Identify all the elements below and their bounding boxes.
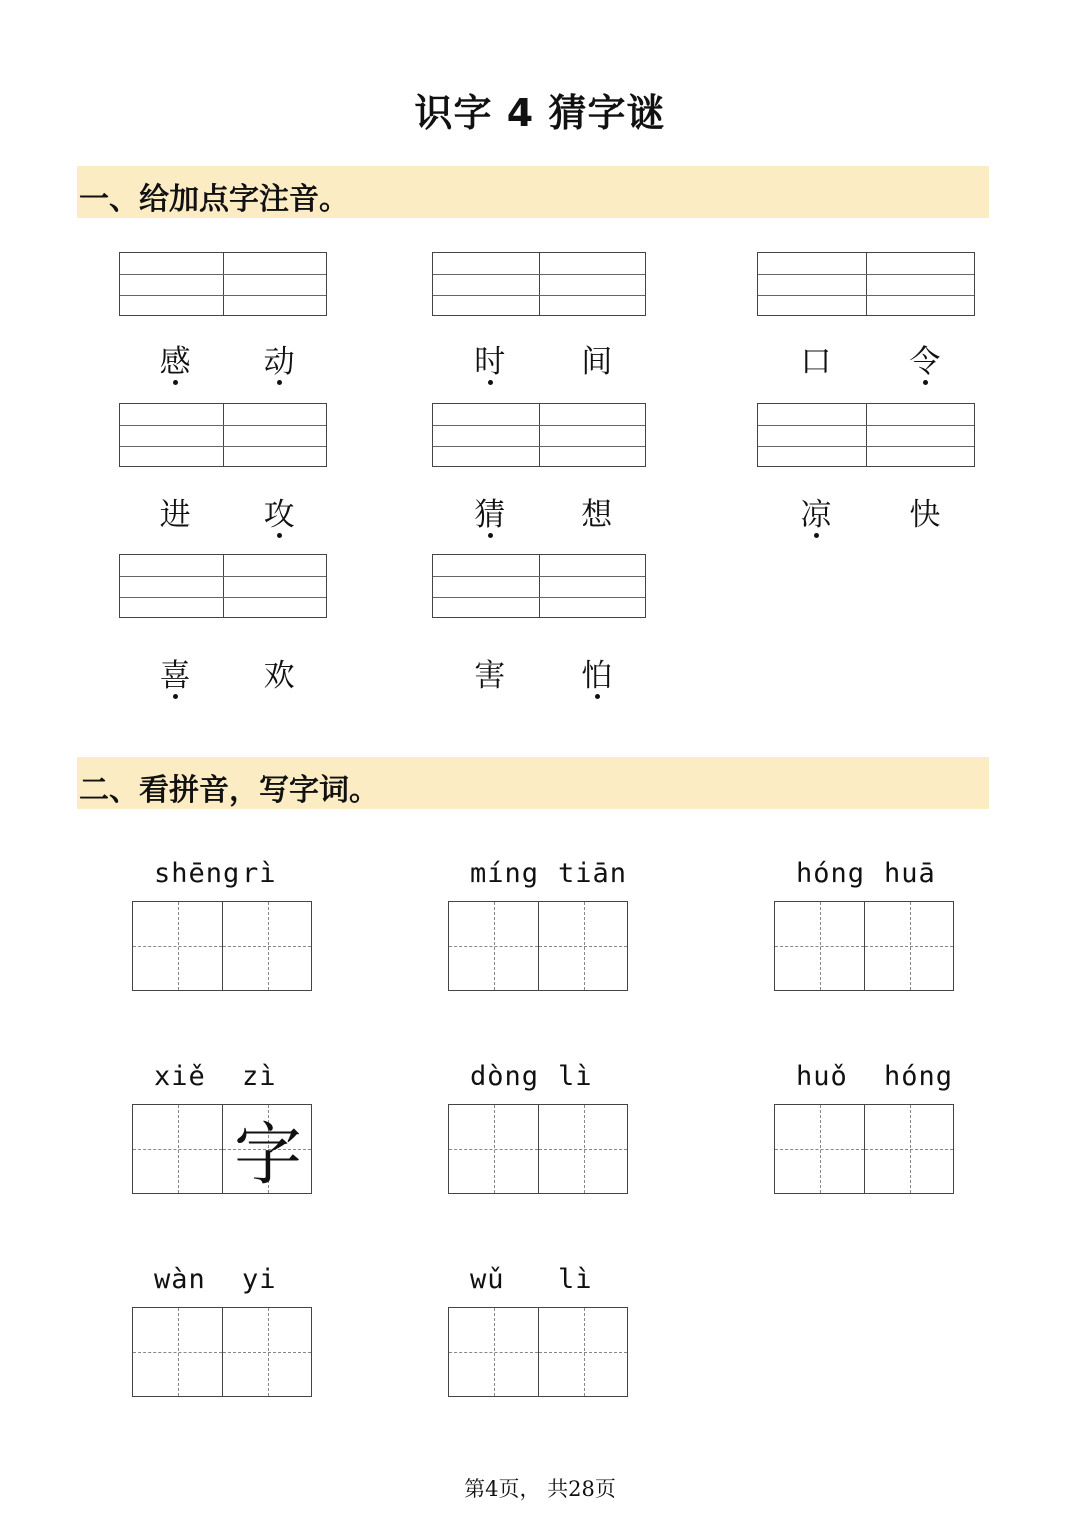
character-writing-grid[interactable] [774,1104,954,1194]
pinyin-label: lì [558,1264,593,1295]
pinyin-label: wàn [154,1264,206,1295]
pinyin-answer-box[interactable] [119,554,327,618]
pinyin-label: wǔ [470,1264,505,1295]
page-title: 识字 4 猜字谜 [414,91,666,135]
emphasis-dot [595,694,600,699]
pinyin-label: huǒ [796,1061,848,1092]
word-character: 攻 [259,489,299,534]
pinyin-label: rì [242,858,277,889]
pinyin-answer-box[interactable] [432,252,646,316]
word-character: 害 [474,658,506,694]
pinyin-label: dòng [470,1061,540,1092]
pinyin-answer-box[interactable] [119,403,327,467]
pinyin-answer-box[interactable] [757,252,975,316]
emphasis-dot [488,380,493,385]
word-character: 猜 [470,489,510,534]
word-character: 快 [909,497,941,533]
pinyin-label: xiě [154,1061,206,1092]
word-character: 进 [159,497,191,533]
example-character: 字 [233,1115,302,1195]
word-character: 动 [259,336,299,381]
word-character: 间 [581,344,613,380]
word-character: 时 [470,336,510,381]
character-writing-grid[interactable] [132,901,312,991]
grid-cell[interactable] [864,1105,953,1193]
grid-cell[interactable] [775,902,864,990]
grid-cell[interactable] [538,1308,627,1396]
grid-cell[interactable] [133,902,222,990]
character-writing-grid[interactable] [132,1104,312,1194]
word-character: 怕 [577,650,617,695]
word-character: 凉 [796,489,836,534]
grid-cell[interactable] [222,902,311,990]
word-character: 欢 [263,658,295,694]
emphasis-dot [277,380,282,385]
character-writing-grid[interactable] [132,1307,312,1397]
emphasis-dot [923,380,928,385]
character-writing-grid[interactable] [448,1104,628,1194]
character-writing-grid[interactable] [448,901,628,991]
pinyin-label: yi [242,1264,277,1295]
grid-cell[interactable] [222,1308,311,1396]
pinyin-answer-box[interactable] [757,403,975,467]
pinyin-label: míng [470,858,540,889]
grid-cell[interactable] [449,1308,538,1396]
pinyin-label: shēng [154,858,241,889]
grid-cell[interactable] [222,1105,311,1193]
emphasis-dot [173,380,178,385]
word-character: 感 [155,336,195,381]
pinyin-label: tiān [558,858,628,889]
emphasis-dot [173,694,178,699]
section-2-header [77,757,989,809]
character-writing-grid[interactable] [774,901,954,991]
grid-cell[interactable] [449,1105,538,1193]
character-writing-grid[interactable] [448,1307,628,1397]
grid-cell[interactable] [133,1105,222,1193]
word-character: 令 [905,336,945,381]
pinyin-answer-box[interactable] [119,252,327,316]
grid-cell[interactable] [775,1105,864,1193]
emphasis-dot [277,533,282,538]
grid-cell[interactable] [449,902,538,990]
section-1-heading: 一、给加点字注音。 [79,182,349,217]
pinyin-label: huā [884,858,936,889]
pinyin-label: hóng [884,1061,954,1092]
page-footer: 第4页， 共28页 [464,1477,616,1501]
pinyin-answer-box[interactable] [432,554,646,618]
pinyin-answer-box[interactable] [432,403,646,467]
emphasis-dot [488,533,493,538]
grid-cell[interactable] [864,902,953,990]
word-character: 喜 [155,650,195,695]
section-2-heading: 二、看拼音，写字词。 [79,773,379,808]
pinyin-label: zì [242,1061,277,1092]
word-character: 口 [800,344,832,380]
emphasis-dot [814,533,819,538]
grid-cell[interactable] [538,1105,627,1193]
pinyin-label: lì [558,1061,593,1092]
pinyin-label: hóng [796,858,866,889]
word-character: 想 [581,497,613,533]
grid-cell[interactable] [133,1308,222,1396]
grid-cell[interactable] [538,902,627,990]
section-1-header [77,166,989,218]
